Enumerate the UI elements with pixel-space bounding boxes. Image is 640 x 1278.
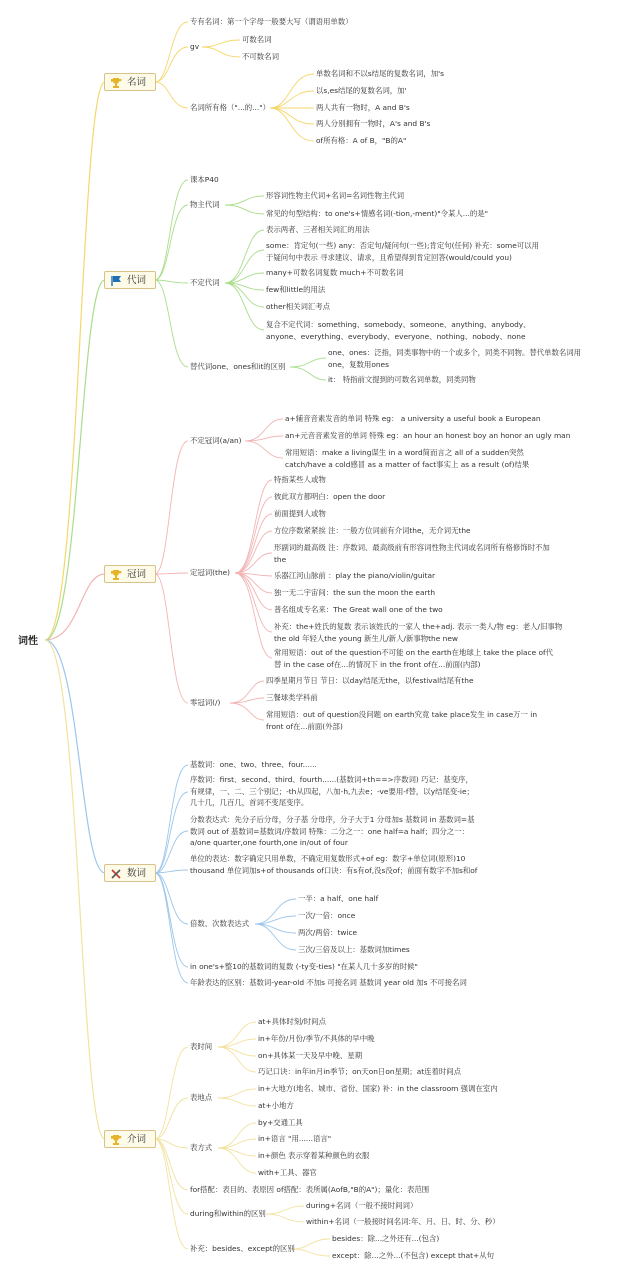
prep-during-2: within+名词（一般接时间名词:年、月、日、时、分、秒） <box>306 1217 500 1226</box>
topic-article[interactable] <box>104 565 156 583</box>
prep-during-within: during和within的区别 <box>190 1209 266 1218</box>
article-indefinite: 不定冠词(a/an) <box>190 436 242 445</box>
tools-icon <box>110 868 122 880</box>
pronoun-indef-6: 复合不定代词：something、somebody、someone、anything、anybody、anyone、everything、everybody、everyone、nothing、nobody、none <box>266 320 531 341</box>
noun-possessive-3: 两人共有一物时，A and B's <box>316 103 410 112</box>
topic-noun[interactable] <box>104 73 156 91</box>
noun-gv: gv <box>190 42 200 51</box>
prep-manner: 表方式 <box>190 1143 213 1152</box>
article-def-8: 普名组成专名来：The Great wall one of the two <box>274 605 443 614</box>
numeral-times-2: 一次/一倍：once <box>298 911 356 920</box>
noun-possessive-4: 两人分别拥有一物时，A's and B's <box>316 119 431 128</box>
noun-proper: 专有名词：第一个字母一般要大写（谓语用单数） <box>190 17 353 26</box>
prep-during-1: during+名词（一般不接时间词） <box>306 1201 418 1210</box>
prep-besides-except: 补充：besides、except的区别 <box>190 1244 295 1253</box>
noun-possessive: 名词所有格（"...的..."） <box>190 103 271 112</box>
topic-article-label: 冠词 <box>127 569 147 580</box>
pronoun-subst-1: one、ones：泛指，同类事物中的一个或多个，同类不同物。替代单数名词用one，复数用ones <box>328 348 582 369</box>
pronoun-subst-2: it： 特指前文提到的可数名词单数，同类同物 <box>328 375 476 384</box>
article-zero: 零冠词(/) <box>190 698 221 707</box>
article-def-4: 方位序数紧紧挨 注：一般方位词前有介词the，无介词无the <box>274 526 471 535</box>
topic-numeral-label: 数词 <box>127 868 147 879</box>
prep-place-2: at+小地方 <box>258 1101 294 1110</box>
noun-possessive-2: 以s,es结尾的复数名词，加' <box>316 86 407 95</box>
article-indef-1: a+辅音音素发音的单词 特殊 eg： a university a useful book a European <box>285 414 541 423</box>
numeral-decade: in one's+整10的基数词的复数 (-ty变-ties) "在某人几十多岁的时候" <box>190 962 418 971</box>
topic-pronoun[interactable] <box>104 271 156 289</box>
topic-preposition[interactable] <box>104 1130 156 1148</box>
prep-time-4: 巧记口诀：in年in月in季节；on天on日on星期；at连着时间点 <box>258 1067 462 1076</box>
prep-time-3: on+具体某一天及早中晚、星期 <box>258 1051 363 1060</box>
article-def-7: 独一无二宇宙间：the sun the moon the earth <box>274 588 436 597</box>
article-def-5: 形副词的最高级 注：序数词、最高级前有形容词性物主代词或名词所有格修饰时不加the <box>274 543 550 564</box>
prep-extra-1: besides：除...之外还有...(包含) <box>332 1234 440 1243</box>
numeral-fraction: 分数表达式：先分子后分母，分子基 分母序，分子大于1 分母加s 基数词 in 基数词=基数词 out of 基数词=基数词/序数词 特殊：二分之一：one half=a half；四分之一：a/one quarter,one fourth,one in/out of four <box>190 815 475 847</box>
pronoun-possessive-1: 形容词性物主代词+名词=名词性物主代词 <box>266 191 405 200</box>
numeral-times-3: 两次/两倍：twice <box>298 928 358 937</box>
trophy-icon <box>110 569 122 581</box>
prep-place: 表地点 <box>190 1093 213 1102</box>
pronoun-indef-5: other相关词汇考点 <box>266 302 331 311</box>
article-indef-3: 常用短语：make a living谋生 in a word简而言之 all of a sudden突然 catch/have a cold感冒 as a matter of fact事实上 as a result (of)结果 <box>285 448 530 469</box>
prep-manner-4: with+工具、器官 <box>258 1168 317 1177</box>
numeral-ordinal: 序数词：first、second、third、fourth......(基数词+th==>序数词) 巧记：基变序，有规律，一、二、三个别记；-th从四起，八加-h,九去e；-ve要用-f替，以y结尾变-ie；几十几，几百几，首词不变尾变序。 <box>190 775 474 807</box>
article-def-9: 补充：the+姓氏的复数 表示该姓氏的一家人 the+adj. 表示一类人/物 eg：老人/旧事物the old 年轻人the young 新生儿/新人/新事物the new <box>274 622 563 643</box>
prep-time-2: in+年份/月份/季节/不具体的早中晚 <box>258 1034 375 1043</box>
topic-preposition-label: 介词 <box>127 1134 147 1145</box>
article-def-3: 前面提到人或物 <box>274 509 326 518</box>
pronoun-indef-2: some：肯定句(一些) any：否定句/疑问句(一些);肯定句(任何) 补充：some可以用于疑问句中表示 寻求建议、请求，且希望得到肯定回答(would/could you) <box>266 241 539 262</box>
prep-time-1: at+具体时刻/时间点 <box>258 1017 326 1026</box>
article-indef-2: an+元音音素发音的单词 特殊 eg：an hour an honest boy an honor an ugly man <box>285 431 571 440</box>
prep-manner-3: in+颜色 表示穿着某种颜色的衣服 <box>258 1151 370 1160</box>
article-zero-2: 三餐球类学科前 <box>266 693 318 702</box>
numeral-unit: 单位的表达：数字确定只用单数，不确定用复数形式+of eg：数字+单位词(原形)10 thousand 单位词加s+of thousands of口诀：有s有of,没s没of；前面有数字不加s和of <box>190 854 478 875</box>
flag-icon <box>110 275 122 287</box>
pronoun-indefinite: 不定代词 <box>190 278 220 287</box>
numeral-times: 倍数、次数表达式 <box>190 919 250 928</box>
pronoun-substitute: 替代词one、ones和it的区别 <box>190 362 286 371</box>
article-def-1: 特指某些人或物 <box>274 475 326 484</box>
topic-numeral[interactable] <box>104 864 156 882</box>
prep-for-of: for搭配：表目的、表原因 of搭配：表所属(AofB,"B的A")；量化：表范围 <box>190 1185 430 1194</box>
trophy-icon <box>110 77 122 89</box>
root-topic: 词性 <box>18 636 38 647</box>
trophy-icon <box>110 1134 122 1146</box>
topic-noun-label: 名词 <box>127 77 147 88</box>
prep-place-1: in+大地方(地名、城市、省份、国家) 补：in the classroom 强调在室内 <box>258 1084 498 1093</box>
numeral-age: 年龄表达的区别：基数词-year-old 不加s 可接名词 基数词 year old 加s 不可接名词 <box>190 978 467 987</box>
noun-possessive-5: of所有格：A of B，"B的A" <box>316 136 407 145</box>
prep-manner-1: by+交通工具 <box>258 1118 303 1127</box>
article-zero-1: 四季星期月节日 节日：以day结尾无the，以festival结尾有the <box>266 676 474 685</box>
pronoun-possessive-2: 常见的句型结构：to one's+情感名词(-tion,-ment)"令某人...的是" <box>266 209 489 218</box>
noun-possessive-1: 单数名词和不以s结尾的复数名词，加's <box>316 69 444 78</box>
numeral-cardinal: 基数词：one、two、three、four...... <box>190 760 317 769</box>
noun-uncountable: 不可数名词 <box>242 52 279 61</box>
article-zero-3: 常用短语：out of question没问题 on earth究竟 take place发生 in case万一 in front of在...前面(外部) <box>266 710 538 731</box>
numeral-times-1: 一半：a half、one half <box>298 894 379 903</box>
pronoun-indef-3: many+可数名词复数 much+不可数名词 <box>266 268 404 277</box>
topic-pronoun-label: 代词 <box>127 275 147 286</box>
article-def-2: 彼此双方都明白：open the door <box>274 492 386 501</box>
pronoun-indef-1: 表示两者、三者相关词汇的用法 <box>266 225 370 234</box>
prep-extra-2: except：除...之外...(不包含) except that+从句 <box>332 1251 494 1260</box>
article-definite: 定冠词(the) <box>190 568 231 577</box>
article-def-6: 乐器江河山脉前 ：play the piano/violin/guitar <box>274 571 436 580</box>
pronoun-possessive: 物主代词 <box>190 200 220 209</box>
prep-manner-2: in+语言 "用......语言" <box>258 1134 332 1143</box>
article-def-10: 常用短语：out of the question不可能 on the earth在地球上 take the place of代替 in the case of在...的情况下 in the front of在...前面(内部) <box>274 648 554 669</box>
pronoun-indef-4: few和little的用法 <box>266 285 326 294</box>
prep-time: 表时间 <box>190 1042 213 1051</box>
numeral-times-4: 三次/三倍及以上：基数词加times <box>298 945 410 954</box>
pronoun-textbook: 课本P40 <box>190 175 219 184</box>
noun-countable: 可数名词 <box>242 35 272 44</box>
